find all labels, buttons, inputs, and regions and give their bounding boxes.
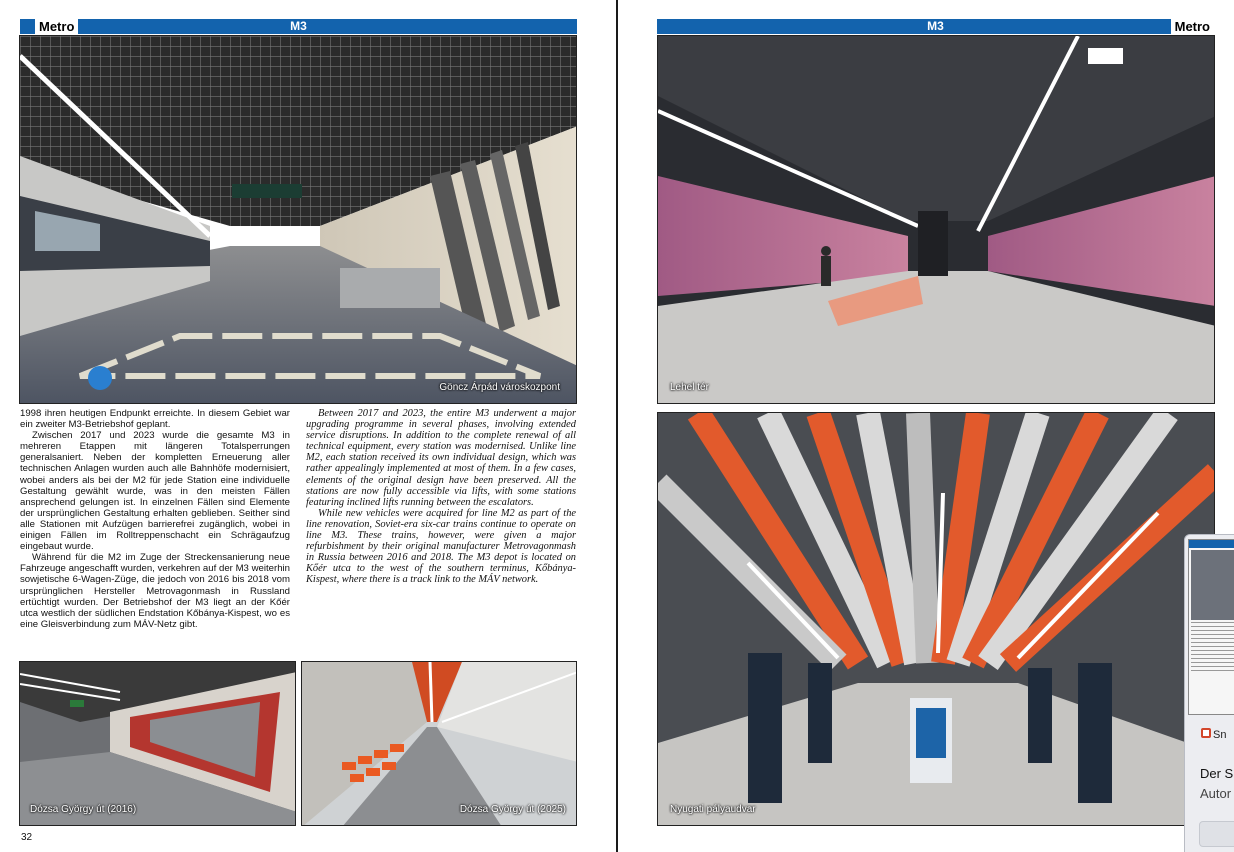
notification-subtitle: Autor <box>1200 786 1232 801</box>
header-title: M3 <box>927 19 944 33</box>
station-illustration <box>20 36 577 404</box>
thumbnail-photo <box>1191 550 1234 620</box>
snipping-tool-icon <box>1201 728 1211 738</box>
photo-lehel-ter <box>657 35 1215 404</box>
station-illustration <box>658 36 1215 404</box>
notification-app-name <box>1199 729 1226 741</box>
paragraph: 1998 ihren heutigen Endpunkt erreichte. In diesem Gebiet war ein zweiter M3-Betriebshof geplant. <box>20 408 290 431</box>
paragraph: Between 2017 and 2023, the entire M3 underwent a major upgrading programme in several phases, involving extended service disruptions. In addition to the complete renewal of all technical equipment, every station was modernised. Unlike line M2, each station received its own individual design, which was rather appealingly implemented at most of them. In a few cases, elements of the original design have been preserved. All the stations are now fully accessible via lifts, with some stations featuring inclined lifts running between the escalators. <box>306 408 576 508</box>
station-illustration <box>302 662 577 826</box>
station-illustration <box>658 413 1215 826</box>
photo-dozsa-2016 <box>19 661 296 826</box>
notification-thumbnail <box>1188 539 1234 715</box>
paragraph: Während für die M2 im Zuge der Streckensanierung neue Fahrzeuge angeschafft wurden, verkehren auf der M3 weiterhin sowjetische 6-Wagen-Züge, die jedoch von 2016 bis 2018 vom ursprünglichen Hersteller Metrovagonmash in Russland ertüchtigt wurden. Der Betriebshof der M3 liegt an der Kőér utca westlich der südlichen Endstation Kőbánya-Kispest, wo es eine Gleisverbindung zum MÁV-Netz gibt. <box>20 552 290 630</box>
right-page <box>618 0 1234 852</box>
page-number: 32 <box>21 832 33 843</box>
photo-dozsa-2025 <box>301 661 577 826</box>
photo-caption: Nyugati pályaudvar <box>670 804 756 815</box>
notification-popup[interactable] <box>1184 534 1234 852</box>
station-illustration <box>20 662 296 826</box>
photo-caption: Göncz Árpád városkozpont <box>439 382 560 393</box>
notification-title: Der S <box>1200 766 1234 781</box>
notification-app-label: Sn <box>1213 729 1227 741</box>
text-column-english <box>306 408 576 586</box>
paragraph: While new vehicles were acquired for line M2 as part of the line renovation, Soviet-era six-car trains continue to operate on line M3. These trains, however, were given a major refurbishment by their original manufacturer Metrovagonmash in Russia between 2016 and 2018. The M3 depot is located on Kőér utca to the west of the southern terminus, Kőbánya-Kispest, where there is a track link to the MÁV network. <box>306 507 576 586</box>
header-tag: Metro <box>1171 19 1214 34</box>
photo-caption: Dózsa György út (2025) <box>459 804 566 815</box>
header-tag: Metro <box>35 19 78 34</box>
thumbnail-header <box>1189 540 1234 548</box>
left-page <box>0 0 616 852</box>
right-header-bar <box>657 19 1214 34</box>
notification-action-button[interactable] <box>1199 821 1234 847</box>
paragraph: Zwischen 2017 und 2023 wurde die gesamte M3 in mehreren Etappen mit längeren Totalsperrungen generalsaniert. Neben der kompletten Erneuerung aller technischen Anlagen wurden auch alle Bahnhöfe modernisiert, wobei anders als bei der M2 für jede Station eine individuelle Gestaltung gewählt wurde, was in den meisten Fällen ansprechend gelungen ist. In einzelnen Fällen sind Elemente der ursprünglichen Gestaltung erhalten geblieben. Seither sind alle Stationen mit Aufzügen barrierefrei zugänglich, wobei in einigen Fällen im Rolltreppenschacht ein Schrägaufzug eingebaut wurde. <box>20 430 290 553</box>
left-header-bar <box>20 19 577 34</box>
photo-nyugati <box>657 412 1215 826</box>
text-column-german <box>20 408 290 630</box>
thumbnail-text <box>1191 622 1234 672</box>
photo-caption: Dózsa György út (2016) <box>30 804 137 815</box>
header-title: M3 <box>290 19 307 33</box>
photo-goncz-arpad <box>19 35 577 404</box>
photo-caption: Lehel tér <box>670 382 709 393</box>
